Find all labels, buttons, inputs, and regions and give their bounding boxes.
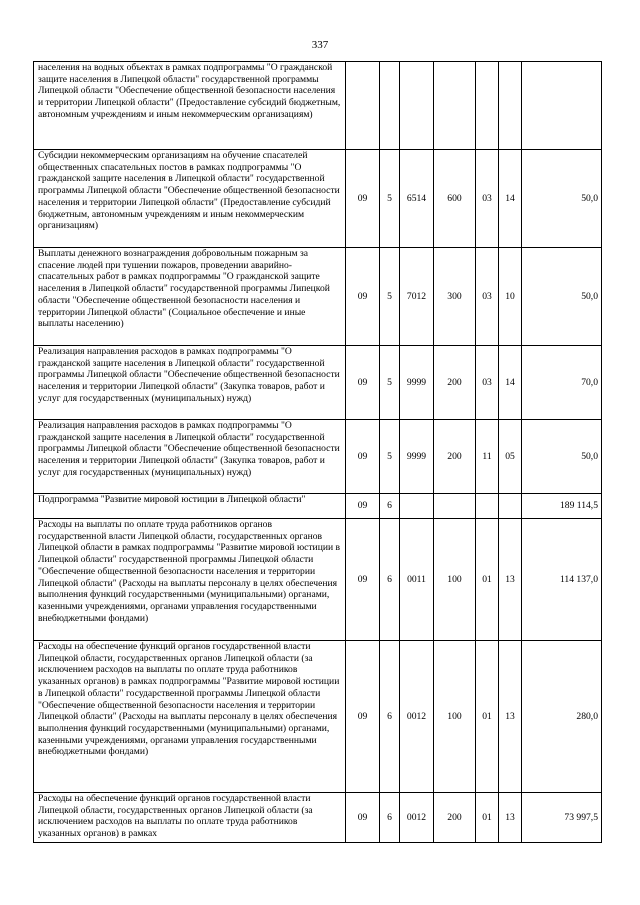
table-row bbox=[34, 62, 602, 150]
cell-program-code: 09 bbox=[346, 494, 380, 519]
cell-subprogram-code: 6 bbox=[380, 494, 400, 519]
row-description: Реализация направления расходов в рамках подпрограммы "О гражданской защите населения в Липецкой области" государственной программы Липецкой области "Обеспечение общественной безопасности населения и территории Липецкой области" (Закупка товаров, работ и услуг для государственных (муниципальных) нужд) bbox=[34, 346, 346, 420]
cell-expense-code: 9999 bbox=[400, 420, 434, 494]
cell-subsection: 05 bbox=[499, 420, 522, 494]
cell-section: 11 bbox=[476, 420, 499, 494]
cell-subsection: 13 bbox=[499, 641, 522, 793]
row-description: Подпрограмма "Развитие мировой юстиции в Липецкой области" bbox=[34, 494, 346, 519]
table-row bbox=[34, 150, 602, 248]
cell-subprogram-code: 6 bbox=[380, 793, 400, 843]
cell-subprogram-code: 5 bbox=[380, 420, 400, 494]
row-description: Субсидии некоммерческим организациям на обучение спасателей общественных спасательных постов в рамках подпрограммы "О гражданской защите населения в Липецкой области" государственной программы Липецкой области "Обеспечение общественной безопасности населения и территории Липецкой области" (Предоставление субсидий бюджетным, автономным учреждениям и иным некоммерческим организациям) bbox=[34, 150, 346, 248]
cell-amount: 189 114,5 bbox=[522, 494, 602, 519]
table-row bbox=[34, 793, 602, 843]
cell-subprogram-code: 5 bbox=[380, 248, 400, 346]
page-number: 337 bbox=[311, 39, 329, 51]
table-row bbox=[34, 519, 602, 641]
cell-expense-type: 100 bbox=[434, 519, 476, 641]
cell-subsection bbox=[499, 62, 522, 150]
cell-subprogram-code: 6 bbox=[380, 519, 400, 641]
table-row bbox=[34, 248, 602, 346]
cell-subsection: 14 bbox=[499, 346, 522, 420]
cell-program-code: 09 bbox=[346, 420, 380, 494]
cell-amount: 50,0 bbox=[522, 150, 602, 248]
cell-expense-type: 200 bbox=[434, 346, 476, 420]
cell-section: 01 bbox=[476, 519, 499, 641]
table-row bbox=[34, 420, 602, 494]
table-row bbox=[34, 641, 602, 793]
cell-amount bbox=[522, 62, 602, 150]
cell-subprogram-code: 5 bbox=[380, 346, 400, 420]
cell-program-code: 09 bbox=[346, 248, 380, 346]
cell-subsection bbox=[499, 494, 522, 519]
row-description: Реализация направления расходов в рамках подпрограммы "О гражданской защите населения в Липецкой области" государственной программы Липецкой области "Обеспечение общественной безопасности населения и территории Липецкой области" (Закупка товаров, работ и услуг для государственных (муниципальных) нужд) bbox=[34, 420, 346, 494]
cell-expense-type: 100 bbox=[434, 641, 476, 793]
cell-amount: 50,0 bbox=[522, 248, 602, 346]
cell-expense-code: 0012 bbox=[400, 641, 434, 793]
cell-amount: 73 997,5 bbox=[522, 793, 602, 843]
cell-program-code: 09 bbox=[346, 346, 380, 420]
cell-program-code: 09 bbox=[346, 793, 380, 843]
cell-expense-code bbox=[400, 494, 434, 519]
cell-amount: 280,0 bbox=[522, 641, 602, 793]
budget-table bbox=[33, 61, 602, 843]
cell-amount: 114 137,0 bbox=[522, 519, 602, 641]
cell-expense-code bbox=[400, 62, 434, 150]
cell-expense-type bbox=[434, 494, 476, 519]
cell-section bbox=[476, 62, 499, 150]
cell-program-code: 09 bbox=[346, 519, 380, 641]
cell-subsection: 10 bbox=[499, 248, 522, 346]
cell-program-code: 09 bbox=[346, 641, 380, 793]
cell-expense-type bbox=[434, 62, 476, 150]
row-description: Выплаты денежного вознаграждения добровольным пожарным за спасение людей при тушении пожаров, проведении аварийно-спасательных работ в рамках подпрограммы "О гражданской защите населения в Липецкой области" государственной программы Липецкой области "Обеспечение общественной безопасности населения и территории Липецкой области" (Социальное обеспечение и иные выплаты населению) bbox=[34, 248, 346, 346]
cell-expense-type: 300 bbox=[434, 248, 476, 346]
cell-expense-type: 200 bbox=[434, 420, 476, 494]
cell-section: 03 bbox=[476, 248, 499, 346]
row-description: населения на водных объектах в рамках подпрограммы "О гражданской защите населения в Липецкой области" государственной программы Липецкой области "Обеспечение общественной безопасности населения и территории Липецкой области" (Предоставление субсидий бюджетным, автономным учреждениям и иным некоммерческим организациям) bbox=[34, 62, 346, 150]
cell-expense-type: 200 bbox=[434, 793, 476, 843]
cell-section: 01 bbox=[476, 793, 499, 843]
row-description: Расходы на выплаты по оплате труда работников органов государственной власти Липецкой области, государственных органов Липецкой области в рамках подпрограммы "Развитие мировой юстиции в Липецкой области" государственной программы Липецкой области "Обеспечение общественной безопасности населения и территории Липецкой области" (Расходы на выплаты персоналу в целях обеспечения выполнения функций государственными (муниципальными) органами, казенными учреждениями, органами управления государственными внебюджетными фондами) bbox=[34, 519, 346, 641]
table-row bbox=[34, 346, 602, 420]
cell-subsection: 13 bbox=[499, 793, 522, 843]
cell-amount: 70,0 bbox=[522, 346, 602, 420]
cell-program-code: 09 bbox=[346, 150, 380, 248]
cell-expense-code: 6514 bbox=[400, 150, 434, 248]
cell-section: 03 bbox=[476, 150, 499, 248]
cell-section: 03 bbox=[476, 346, 499, 420]
cell-expense-code: 0012 bbox=[400, 793, 434, 843]
cell-subprogram-code: 5 bbox=[380, 150, 400, 248]
row-description: Расходы на обеспечение функций органов государственной власти Липецкой области, государственных органов Липецкой области (за исключением расходов на выплаты по оплате труда работников указанных органов) в рамках bbox=[34, 793, 346, 843]
cell-subsection: 13 bbox=[499, 519, 522, 641]
cell-program-code bbox=[346, 62, 380, 150]
cell-subsection: 14 bbox=[499, 150, 522, 248]
table-row bbox=[34, 494, 602, 519]
cell-subprogram-code bbox=[380, 62, 400, 150]
cell-expense-code: 9999 bbox=[400, 346, 434, 420]
cell-amount: 50,0 bbox=[522, 420, 602, 494]
row-description: Расходы на обеспечение функций органов государственной власти Липецкой области, государственных органов Липецкой области (за исключением расходов на выплаты по оплате труда работников указанных органов) в рамках подпрограммы "Развитие мировой юстиции в Липецкой области" государственной программы Липецкой области "Обеспечение общественной безопасности населения и территории Липецкой области" (Расходы на выплаты персоналу в целях обеспечения выполнения функций государственными (муниципальными) органами, казенными учреждениями, органами управления государственными внебюджетными фондами) bbox=[34, 641, 346, 793]
cell-expense-code: 0011 bbox=[400, 519, 434, 641]
cell-section bbox=[476, 494, 499, 519]
cell-expense-code: 7012 bbox=[400, 248, 434, 346]
cell-section: 01 bbox=[476, 641, 499, 793]
cell-expense-type: 600 bbox=[434, 150, 476, 248]
cell-subprogram-code: 6 bbox=[380, 641, 400, 793]
